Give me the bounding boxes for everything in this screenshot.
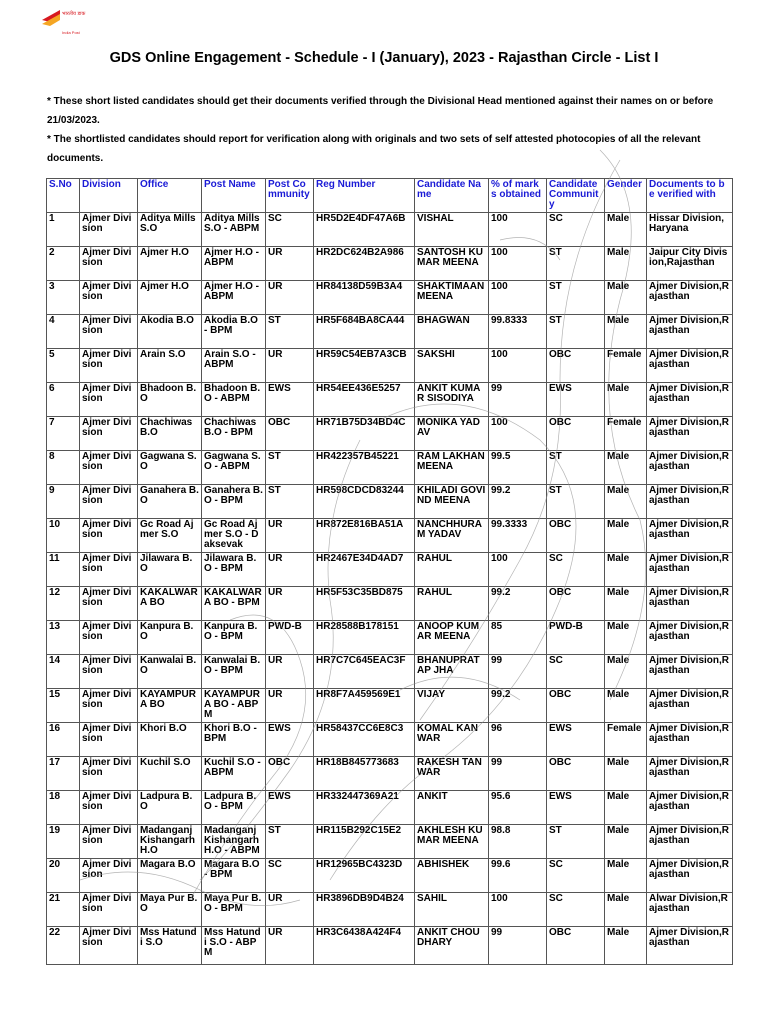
cell-post-community: UR	[266, 587, 314, 621]
cell-documents-verified-with: Ajmer Division,Rajasthan	[647, 859, 733, 893]
table-row	[47, 587, 733, 621]
cell-post-name: Kanpura B.O - BPM	[202, 621, 266, 655]
cell-post-name: Akodia B.O - BPM	[202, 315, 266, 349]
cell-marks: 95.6	[489, 791, 547, 825]
cell-sno: 13	[47, 621, 80, 655]
cell-documents-verified-with: Ajmer Division,Rajasthan	[647, 791, 733, 825]
cell-marks: 100	[489, 349, 547, 383]
cell-gender: Male	[605, 485, 647, 519]
table-row	[47, 689, 733, 723]
cell-reg-number: HR28588B178151	[314, 621, 415, 655]
cell-documents-verified-with: Ajmer Division,Rajasthan	[647, 723, 733, 757]
cell-candidate-name: ANKIT KUMAR SISODIYA	[415, 383, 489, 417]
cell-documents-verified-with: Ajmer Division,Rajasthan	[647, 927, 733, 965]
cell-post-name: Chachiwas B.O - BPM	[202, 417, 266, 451]
cell-candidate-community: ST	[547, 247, 605, 281]
cell-office: Kuchil S.O	[138, 757, 202, 791]
cell-post-community: PWD-B	[266, 621, 314, 655]
cell-marks: 99	[489, 927, 547, 965]
cell-candidate-community: ST	[547, 451, 605, 485]
cell-documents-verified-with: Ajmer Division,Rajasthan	[647, 519, 733, 553]
cell-candidate-community: OBC	[547, 349, 605, 383]
cell-post-community: EWS	[266, 383, 314, 417]
cell-office: Ladpura B.O	[138, 791, 202, 825]
cell-reg-number: HR5D2E4DF47A6B	[314, 213, 415, 247]
header-col-division: Division	[80, 179, 138, 213]
header-row	[47, 179, 733, 213]
cell-documents-verified-with: Ajmer Division,Rajasthan	[647, 383, 733, 417]
cell-gender: Male	[605, 553, 647, 587]
cell-gender: Female	[605, 723, 647, 757]
cell-candidate-name: KOMAL KANWAR	[415, 723, 489, 757]
header-col-sno: S.No	[47, 179, 80, 213]
header-col-candidate-name: Candidate Name	[415, 179, 489, 213]
cell-office: Ajmer H.O	[138, 281, 202, 315]
cell-sno: 5	[47, 349, 80, 383]
cell-documents-verified-with: Ajmer Division,Rajasthan	[647, 655, 733, 689]
cell-sno: 20	[47, 859, 80, 893]
table-row	[47, 723, 733, 757]
cell-sno: 3	[47, 281, 80, 315]
cell-marks: 85	[489, 621, 547, 655]
cell-post-community: OBC	[266, 417, 314, 451]
cell-reg-number: HR3896DB9D4B24	[314, 893, 415, 927]
cell-post-name: KAYAMPURA BO - ABPM	[202, 689, 266, 723]
cell-office: Magara B.O	[138, 859, 202, 893]
cell-sno: 4	[47, 315, 80, 349]
cell-gender: Male	[605, 213, 647, 247]
cell-post-community: OBC	[266, 757, 314, 791]
cell-post-name: Magara B.O - BPM	[202, 859, 266, 893]
cell-division: Ajmer Division	[80, 689, 138, 723]
cell-gender: Male	[605, 587, 647, 621]
cell-gender: Male	[605, 519, 647, 553]
cell-office: Mss Hatundi S.O	[138, 927, 202, 965]
cell-marks: 100	[489, 281, 547, 315]
cell-post-community: UR	[266, 553, 314, 587]
cell-candidate-community: ST	[547, 825, 605, 859]
cell-candidate-community: SC	[547, 213, 605, 247]
cell-reg-number: HR2467E34D4AD7	[314, 553, 415, 587]
cell-gender: Male	[605, 791, 647, 825]
cell-candidate-name: MONIKA YADAV	[415, 417, 489, 451]
table-row	[47, 825, 733, 859]
cell-post-name: Gagwana S.O - ABPM	[202, 451, 266, 485]
cell-reg-number: HR3C6438A424F4	[314, 927, 415, 965]
table-row	[47, 859, 733, 893]
cell-sno: 14	[47, 655, 80, 689]
header-col-candidate-community: Candidate Community	[547, 179, 605, 213]
cell-marks: 99	[489, 757, 547, 791]
cell-gender: Male	[605, 757, 647, 791]
cell-marks: 99.2	[489, 587, 547, 621]
cell-reg-number: HR115B292C15E2	[314, 825, 415, 859]
cell-gender: Male	[605, 859, 647, 893]
cell-gender: Male	[605, 655, 647, 689]
cell-sno: 16	[47, 723, 80, 757]
cell-division: Ajmer Division	[80, 655, 138, 689]
cell-gender: Male	[605, 315, 647, 349]
cell-post-community: UR	[266, 281, 314, 315]
cell-reg-number: HR58437CC6E8C3	[314, 723, 415, 757]
cell-candidate-community: OBC	[547, 927, 605, 965]
cell-office: Kanwalai B.O	[138, 655, 202, 689]
cell-office: Jilawara B.O	[138, 553, 202, 587]
cell-reg-number: HR12965BC4323D	[314, 859, 415, 893]
cell-division: Ajmer Division	[80, 485, 138, 519]
cell-candidate-community: OBC	[547, 519, 605, 553]
cell-marks: 99.2	[489, 689, 547, 723]
cell-post-name: Madanganj Kishangarh H.O - ABPM	[202, 825, 266, 859]
cell-candidate-name: SHAKTIMAAN MEENA	[415, 281, 489, 315]
cell-marks: 100	[489, 213, 547, 247]
instruction-note-2: * The shortlisted candidates should report for verification along with originals and two sets of self attested photocopies of all the relevant documents.	[47, 134, 701, 164]
cell-candidate-community: ST	[547, 485, 605, 519]
cell-division: Ajmer Division	[80, 315, 138, 349]
cell-post-community: UR	[266, 247, 314, 281]
table-row	[47, 247, 733, 281]
shortlist-table	[46, 178, 733, 965]
cell-gender: Male	[605, 689, 647, 723]
table-row	[47, 417, 733, 451]
cell-candidate-name: VISHAL	[415, 213, 489, 247]
table-row	[47, 451, 733, 485]
cell-division: Ajmer Division	[80, 859, 138, 893]
cell-post-name: Ganahera B.O - BPM	[202, 485, 266, 519]
cell-candidate-community: EWS	[547, 791, 605, 825]
cell-documents-verified-with: Ajmer Division,Rajasthan	[647, 281, 733, 315]
cell-marks: 99.6	[489, 859, 547, 893]
table-row	[47, 485, 733, 519]
instructions	[47, 92, 727, 168]
cell-sno: 21	[47, 893, 80, 927]
cell-post-community: ST	[266, 825, 314, 859]
cell-office: Aditya Mills S.O	[138, 213, 202, 247]
cell-division: Ajmer Division	[80, 349, 138, 383]
cell-documents-verified-with: Alwar Division,Rajasthan	[647, 893, 733, 927]
cell-candidate-community: ST	[547, 281, 605, 315]
header-col-reg-number: Reg Number	[314, 179, 415, 213]
cell-post-name: Maya Pur B.O - BPM	[202, 893, 266, 927]
table-row	[47, 927, 733, 965]
cell-gender: Male	[605, 893, 647, 927]
table-row	[47, 621, 733, 655]
cell-documents-verified-with: Ajmer Division,Rajasthan	[647, 825, 733, 859]
page-title: GDS Online Engagement - Schedule - I (January), 2023 - Rajasthan Circle - List I	[109, 50, 659, 66]
table-row	[47, 315, 733, 349]
cell-marks: 100	[489, 893, 547, 927]
cell-sno: 18	[47, 791, 80, 825]
cell-sno: 6	[47, 383, 80, 417]
cell-gender: Male	[605, 247, 647, 281]
cell-marks: 99	[489, 383, 547, 417]
cell-post-name: Jilawara B.O - BPM	[202, 553, 266, 587]
cell-office: Bhadoon B.O	[138, 383, 202, 417]
cell-post-community: ST	[266, 451, 314, 485]
cell-division: Ajmer Division	[80, 281, 138, 315]
cell-reg-number: HR59C54EB7A3CB	[314, 349, 415, 383]
cell-gender: Male	[605, 281, 647, 315]
cell-post-community: UR	[266, 655, 314, 689]
cell-office: Chachiwas B.O	[138, 417, 202, 451]
cell-reg-number: HR7C7C645EAC3F	[314, 655, 415, 689]
cell-reg-number: HR2DC624B2A986	[314, 247, 415, 281]
cell-division: Ajmer Division	[80, 213, 138, 247]
cell-post-name: Ajmer H.O - ABPM	[202, 281, 266, 315]
header-col-gender: Gender	[605, 179, 647, 213]
header-col-marks: % of marks obtained	[489, 179, 547, 213]
logo-english-text: India Post	[62, 30, 80, 35]
cell-documents-verified-with: Ajmer Division,Rajasthan	[647, 485, 733, 519]
cell-gender: Male	[605, 383, 647, 417]
cell-division: Ajmer Division	[80, 553, 138, 587]
cell-division: Ajmer Division	[80, 417, 138, 451]
cell-sno: 8	[47, 451, 80, 485]
cell-candidate-community: OBC	[547, 417, 605, 451]
cell-documents-verified-with: Ajmer Division,Rajasthan	[647, 315, 733, 349]
cell-marks: 99.5	[489, 451, 547, 485]
cell-sno: 17	[47, 757, 80, 791]
table-row	[47, 655, 733, 689]
cell-sno: 10	[47, 519, 80, 553]
cell-documents-verified-with: Ajmer Division,Rajasthan	[647, 553, 733, 587]
cell-gender: Male	[605, 825, 647, 859]
cell-post-community: UR	[266, 893, 314, 927]
cell-division: Ajmer Division	[80, 451, 138, 485]
cell-office: Khori B.O	[138, 723, 202, 757]
cell-post-community: UR	[266, 349, 314, 383]
table-header	[47, 179, 733, 213]
cell-marks: 100	[489, 417, 547, 451]
cell-division: Ajmer Division	[80, 621, 138, 655]
cell-candidate-community: SC	[547, 553, 605, 587]
cell-gender: Male	[605, 621, 647, 655]
cell-marks: 99.2	[489, 485, 547, 519]
cell-candidate-community: OBC	[547, 587, 605, 621]
cell-post-community: UR	[266, 519, 314, 553]
header-col-post-name: Post Name	[202, 179, 266, 213]
cell-division: Ajmer Division	[80, 825, 138, 859]
cell-candidate-community: OBC	[547, 757, 605, 791]
cell-post-name: Ladpura B.O - BPM	[202, 791, 266, 825]
cell-post-name: Bhadoon B.O - ABPM	[202, 383, 266, 417]
cell-marks: 99.3333	[489, 519, 547, 553]
header-col-documents-verified-with: Documents to be verified with	[647, 179, 733, 213]
cell-candidate-name: RAM LAKHAN MEENA	[415, 451, 489, 485]
cell-post-name: Ajmer H.O - ABPM	[202, 247, 266, 281]
table-row	[47, 383, 733, 417]
cell-reg-number: HR54EE436E5257	[314, 383, 415, 417]
cell-office: Arain S.O	[138, 349, 202, 383]
table-row	[47, 349, 733, 383]
cell-sno: 1	[47, 213, 80, 247]
cell-sno: 15	[47, 689, 80, 723]
cell-reg-number: HR8F7A459569E1	[314, 689, 415, 723]
cell-candidate-name: ABHISHEK	[415, 859, 489, 893]
cell-division: Ajmer Division	[80, 587, 138, 621]
cell-documents-verified-with: Ajmer Division,Rajasthan	[647, 451, 733, 485]
cell-division: Ajmer Division	[80, 791, 138, 825]
cell-documents-verified-with: Ajmer Division,Rajasthan	[647, 417, 733, 451]
cell-reg-number: HR84138D59B3A4	[314, 281, 415, 315]
cell-candidate-name: ANOOP KUMAR MEENA	[415, 621, 489, 655]
cell-post-name: Mss Hatundi S.O - ABPM	[202, 927, 266, 965]
cell-division: Ajmer Division	[80, 723, 138, 757]
cell-documents-verified-with: Ajmer Division,Rajasthan	[647, 587, 733, 621]
cell-gender: Female	[605, 417, 647, 451]
cell-office: Madanganj Kishangarh H.O	[138, 825, 202, 859]
cell-reg-number: HR598CDCD83244	[314, 485, 415, 519]
cell-documents-verified-with: Ajmer Division,Rajasthan	[647, 349, 733, 383]
cell-post-community: EWS	[266, 723, 314, 757]
cell-post-name: Kuchil S.O - ABPM	[202, 757, 266, 791]
cell-post-name: Arain S.O - ABPM	[202, 349, 266, 383]
cell-sno: 11	[47, 553, 80, 587]
table-row	[47, 553, 733, 587]
header-col-office: Office	[138, 179, 202, 213]
cell-marks: 100	[489, 247, 547, 281]
cell-candidate-community: EWS	[547, 723, 605, 757]
cell-post-community: UR	[266, 689, 314, 723]
cell-marks: 99.8333	[489, 315, 547, 349]
cell-post-name: Khori B.O - BPM	[202, 723, 266, 757]
cell-office: Kanpura B.O	[138, 621, 202, 655]
header-col-post-community: Post Community	[266, 179, 314, 213]
cell-office: Akodia B.O	[138, 315, 202, 349]
cell-reg-number: HR872E816BA51A	[314, 519, 415, 553]
cell-candidate-community: PWD-B	[547, 621, 605, 655]
cell-marks: 99	[489, 655, 547, 689]
cell-post-name: KAKALWARA BO - BPM	[202, 587, 266, 621]
cell-reg-number: HR422357B45221	[314, 451, 415, 485]
table-row	[47, 791, 733, 825]
cell-post-community: ST	[266, 485, 314, 519]
cell-documents-verified-with: Ajmer Division,Rajasthan	[647, 689, 733, 723]
cell-sno: 7	[47, 417, 80, 451]
cell-marks: 100	[489, 553, 547, 587]
instruction-note-1: * These short listed candidates should get their documents verified through the Divisional Head mentioned against their names on or before 21/03/2023.	[47, 96, 714, 126]
cell-marks: 98.8	[489, 825, 547, 859]
cell-candidate-name: RAHUL	[415, 587, 489, 621]
cell-candidate-name: KHILADI GOVIND MEENA	[415, 485, 489, 519]
cell-reg-number: HR71B75D34BD4C	[314, 417, 415, 451]
cell-office: Gagwana S.O	[138, 451, 202, 485]
cell-division: Ajmer Division	[80, 893, 138, 927]
cell-post-community: ST	[266, 315, 314, 349]
cell-office: Maya Pur B.O	[138, 893, 202, 927]
cell-reg-number: HR5F53C35BD875	[314, 587, 415, 621]
cell-candidate-community: SC	[547, 655, 605, 689]
cell-office: KAYAMPURA BO	[138, 689, 202, 723]
cell-candidate-community: EWS	[547, 383, 605, 417]
cell-gender: Male	[605, 451, 647, 485]
cell-candidate-name: SAKSHI	[415, 349, 489, 383]
table-row	[47, 893, 733, 927]
cell-division: Ajmer Division	[80, 927, 138, 965]
cell-division: Ajmer Division	[80, 757, 138, 791]
cell-candidate-community: SC	[547, 859, 605, 893]
cell-post-community: EWS	[266, 791, 314, 825]
cell-reg-number: HR332447369A21	[314, 791, 415, 825]
cell-sno: 9	[47, 485, 80, 519]
cell-post-community: SC	[266, 213, 314, 247]
cell-office: Gc Road Ajmer S.O	[138, 519, 202, 553]
cell-reg-number: HR18B845773683	[314, 757, 415, 791]
cell-documents-verified-with: Ajmer Division,Rajasthan	[647, 757, 733, 791]
table-row	[47, 281, 733, 315]
cell-candidate-name: AKHLESH KUMAR MEENA	[415, 825, 489, 859]
cell-candidate-name: SANTOSH KUMAR MEENA	[415, 247, 489, 281]
cell-candidate-name: RAHUL	[415, 553, 489, 587]
cell-candidate-name: SAHIL	[415, 893, 489, 927]
cell-post-name: Gc Road Ajmer S.O - Daksevak	[202, 519, 266, 553]
cell-candidate-name: ANKIT CHOUDHARY	[415, 927, 489, 965]
cell-post-community: SC	[266, 859, 314, 893]
india-post-logo-mark	[38, 6, 112, 36]
table-body	[47, 213, 733, 965]
cell-division: Ajmer Division	[80, 383, 138, 417]
cell-documents-verified-with: Jaipur City Division,Rajasthan	[647, 247, 733, 281]
logo-hindi-text: भारतीय डाक	[62, 11, 86, 17]
cell-division: Ajmer Division	[80, 247, 138, 281]
cell-office: Ganahera B.O	[138, 485, 202, 519]
cell-candidate-community: OBC	[547, 689, 605, 723]
cell-sno: 22	[47, 927, 80, 965]
cell-documents-verified-with: Ajmer Division,Rajasthan	[647, 621, 733, 655]
cell-office: Ajmer H.O	[138, 247, 202, 281]
cell-reg-number: HR5F684BA8CA44	[314, 315, 415, 349]
india-post-logo	[38, 6, 112, 36]
cell-sno: 12	[47, 587, 80, 621]
cell-candidate-name: BHANUPRATAP JHA	[415, 655, 489, 689]
cell-candidate-name: ANKIT	[415, 791, 489, 825]
cell-marks: 96	[489, 723, 547, 757]
cell-post-name: Kanwalai B.O - BPM	[202, 655, 266, 689]
cell-gender: Male	[605, 927, 647, 965]
cell-gender: Female	[605, 349, 647, 383]
cell-candidate-community: ST	[547, 315, 605, 349]
cell-candidate-name: BHAGWAN	[415, 315, 489, 349]
cell-candidate-name: VIJAY	[415, 689, 489, 723]
cell-division: Ajmer Division	[80, 519, 138, 553]
cell-sno: 2	[47, 247, 80, 281]
cell-documents-verified-with: Hissar Division,Haryana	[647, 213, 733, 247]
cell-post-community: UR	[266, 927, 314, 965]
cell-sno: 19	[47, 825, 80, 859]
cell-candidate-name: NANCHHURAM YADAV	[415, 519, 489, 553]
cell-office: KAKALWARA BO	[138, 587, 202, 621]
cell-candidate-community: SC	[547, 893, 605, 927]
cell-candidate-name: RAKESH TANWAR	[415, 757, 489, 791]
table-row	[47, 213, 733, 247]
table-row	[47, 757, 733, 791]
cell-post-name: Aditya Mills S.O - ABPM	[202, 213, 266, 247]
table-row	[47, 519, 733, 553]
